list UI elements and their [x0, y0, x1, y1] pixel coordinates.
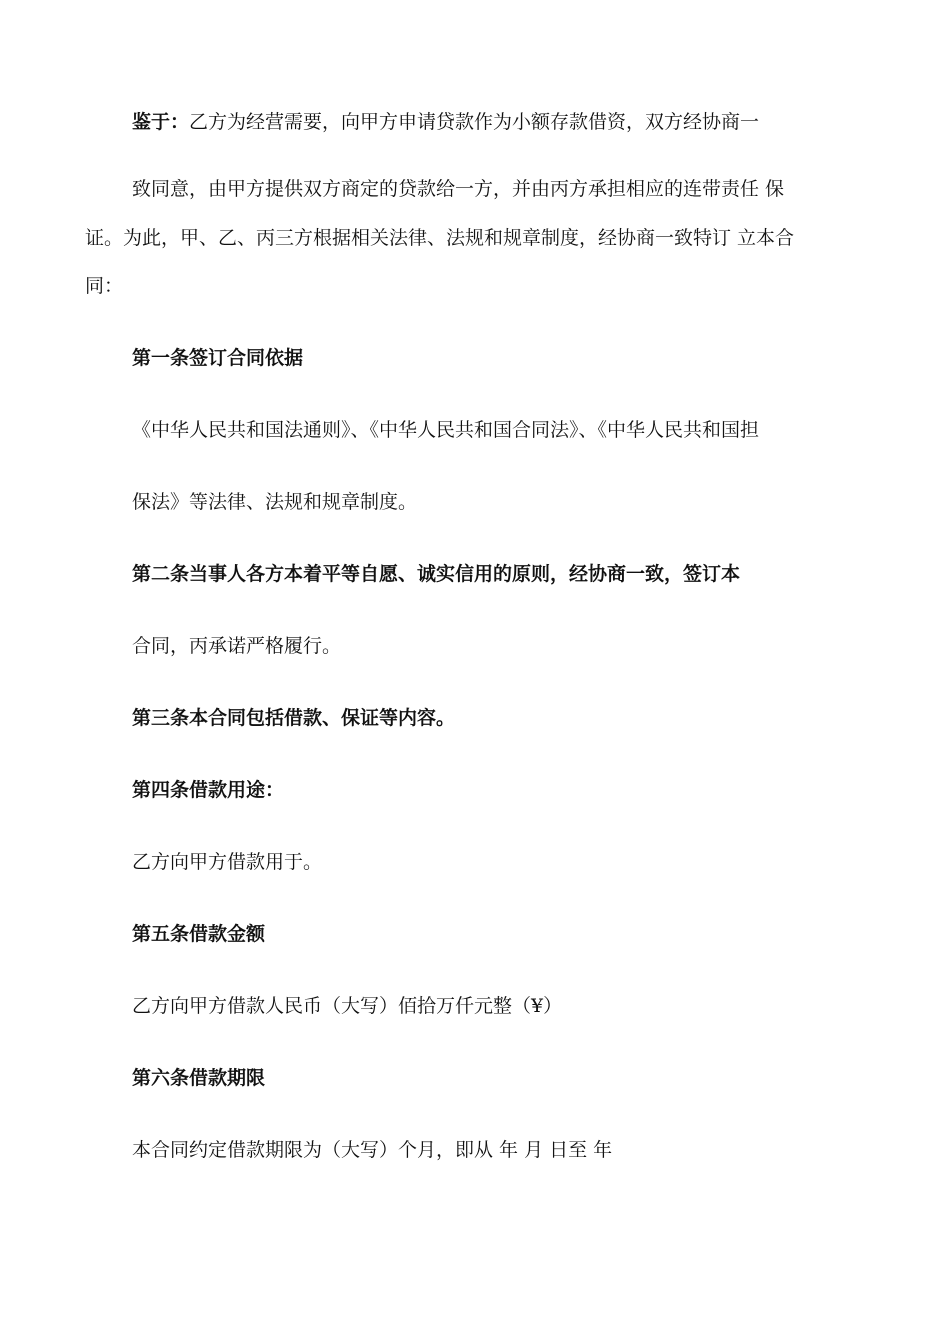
intro-line-4: 同：	[85, 275, 124, 297]
article-4-line-1: 乙方向甲方借款用于。	[132, 851, 323, 873]
intro-line-2: 致同意，由甲方提供双方商定的贷款给一方，并由丙方承担相应的连带责任 保	[132, 178, 785, 200]
intro-line-1	[132, 110, 759, 134]
article-1-line-2: 保法》等法律、法规和规章制度。	[132, 491, 418, 513]
article-1-title: 第一条签订合同依据	[132, 347, 304, 369]
article-3-title: 第三条本合同包括借款、保证等内容。	[132, 707, 456, 729]
article-5-title: 第五条借款金额	[132, 923, 266, 945]
article-5-line-1: 乙方向甲方借款人民币（大写）佰拾万仟元整（¥）	[132, 995, 563, 1017]
article-2-line-1: 合同，丙承诺严格履行。	[132, 635, 342, 657]
article-1-line-1: 《中华人民共和国法通则》、《中华人民共和国合同法》、《中华人民共和国担	[132, 419, 760, 441]
article-4-title: 第四条借款用途：	[132, 779, 285, 801]
article-2-title: 第二条当事人各方本着平等自愿、诚实信用的原则，经协商一致，签订本	[132, 563, 741, 585]
article-6-line-1: 本合同约定借款期限为（大写）个月，即从 年 月 日至 年	[132, 1139, 613, 1161]
intro-text-1: 乙方为经营需要，向甲方申请贷款作为小额存款借资，双方经协商一	[189, 111, 760, 133]
article-6-title: 第六条借款期限	[132, 1067, 266, 1089]
intro-line-3: 证。为此，甲、乙、丙三方根据相关法律、法规和规章制度，经协商一致特订 立本合	[85, 227, 795, 249]
intro-label: 鉴于：	[132, 111, 190, 133]
